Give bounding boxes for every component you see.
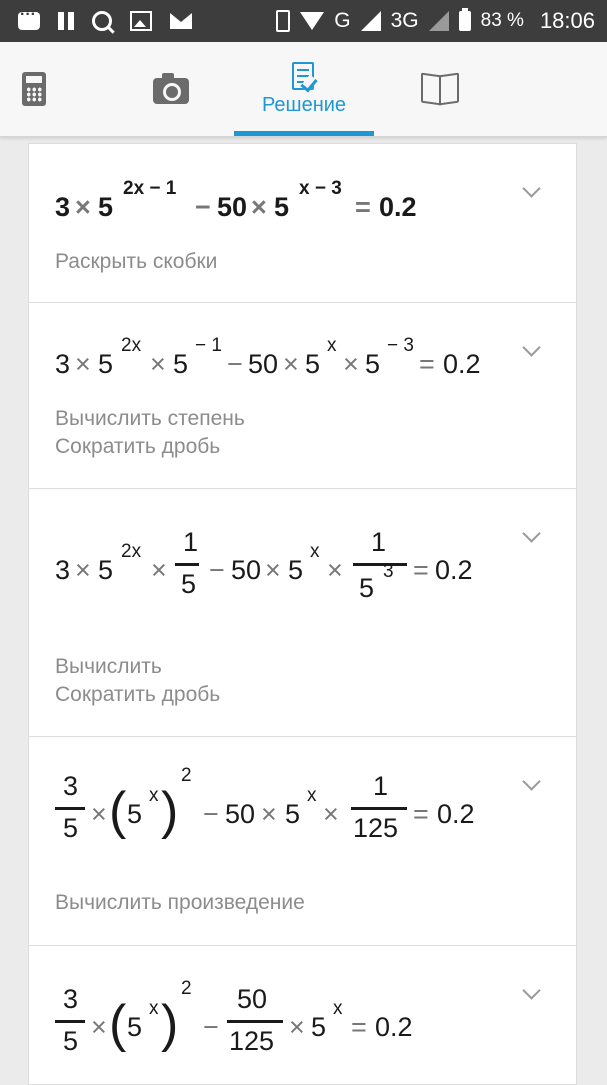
math-exponent: x	[307, 785, 317, 806]
fraction-denominator: 5	[181, 569, 197, 599]
calculator-icon	[22, 72, 46, 106]
math-token: ×	[91, 799, 107, 829]
math-token: 5	[285, 799, 301, 829]
fraction-numerator: 3	[63, 771, 79, 801]
math-token: −	[195, 192, 211, 222]
status-bar	[0, 0, 607, 42]
step-card[interactable]	[28, 945, 577, 1085]
math-token: ×	[251, 192, 267, 222]
fraction-bar	[55, 1020, 85, 1023]
math-token: 5	[98, 349, 114, 379]
fraction-numerator: 1	[371, 527, 387, 557]
math-exponent: − 1	[195, 335, 222, 356]
math-token: =	[419, 349, 435, 379]
math-token: ×	[261, 799, 277, 829]
math-token: 50	[225, 799, 256, 829]
fraction-bar	[227, 1020, 283, 1023]
hint-line: Сократить дробь	[55, 683, 221, 706]
math-token: ×	[75, 192, 91, 222]
math-exponent: 2x	[121, 335, 142, 356]
math-token: −	[203, 799, 219, 829]
fraction-denominator: 5	[63, 813, 79, 843]
math-token: =	[351, 1012, 367, 1042]
tab-camera[interactable]	[148, 42, 194, 136]
math-exponent: − 3	[387, 335, 414, 356]
fraction-denominator: 125	[229, 1026, 275, 1056]
math-token: ×	[91, 1012, 107, 1042]
image-icon	[130, 11, 152, 31]
math-exponent: x	[333, 998, 343, 1019]
step-hint	[55, 405, 245, 461]
wifi-icon	[300, 12, 324, 30]
fraction-bar	[353, 563, 407, 566]
math-token: 0.2	[443, 349, 481, 379]
math-token: 5	[288, 555, 304, 585]
math-token: 50	[248, 349, 279, 379]
math-token: 0.2	[375, 1012, 413, 1042]
fraction-numerator: 3	[63, 984, 79, 1014]
chevron-down-icon[interactable]	[522, 524, 540, 542]
math-token: 0.2	[437, 799, 475, 829]
step-hint	[55, 248, 217, 276]
fraction-numerator: 1	[373, 771, 389, 801]
top-toolbar	[0, 42, 607, 137]
step-card[interactable]	[28, 736, 577, 946]
math-token: ×	[150, 349, 166, 379]
math-token: 5	[274, 192, 290, 222]
tab-solution[interactable]	[234, 42, 374, 136]
hint-line: Вычислить произведение	[55, 891, 305, 914]
step-hint	[55, 889, 305, 917]
message-icon	[18, 12, 40, 30]
hint-line: Вычислить	[55, 655, 162, 678]
battery-icon	[459, 11, 471, 31]
chevron-down-icon[interactable]	[522, 338, 540, 356]
math-paren: (	[109, 782, 127, 840]
math-token: 5	[365, 349, 381, 379]
hint-line: Сократить дробь	[55, 435, 221, 458]
signal-icon	[361, 11, 381, 31]
pause-icon	[58, 12, 74, 30]
math-exponent: 2	[181, 765, 192, 786]
math-exponent: x − 3	[299, 178, 342, 199]
camera-icon	[153, 78, 189, 104]
fraction-bar	[175, 563, 199, 566]
book-icon	[420, 74, 460, 104]
hint-line: Раскрыть скобки	[55, 250, 218, 273]
step-card[interactable]	[28, 302, 577, 489]
math-token: ×	[327, 555, 343, 585]
fraction-numerator: 50	[237, 984, 268, 1014]
math-token: 5	[305, 349, 321, 379]
step-hint	[55, 653, 220, 709]
signal-icon	[429, 11, 449, 31]
tab-calculator[interactable]	[14, 42, 54, 136]
math-exponent: x	[327, 335, 337, 356]
math-token: 5	[98, 192, 114, 222]
math-token: 0.2	[379, 192, 417, 222]
mail-icon	[170, 13, 192, 29]
math-paren: )	[161, 782, 179, 840]
math-token: 5	[127, 799, 143, 829]
math-token: 5	[127, 1012, 143, 1042]
fraction-numerator: 1	[183, 527, 199, 557]
math-token: ×	[343, 349, 359, 379]
math-exponent: x	[149, 785, 159, 806]
math-token: =	[413, 555, 429, 585]
math-token: 0.2	[435, 555, 473, 585]
math-token: 50	[217, 192, 248, 222]
math-token: =	[413, 799, 429, 829]
math-token: ×	[75, 349, 91, 379]
fraction-bar	[351, 807, 407, 810]
tab-book[interactable]	[418, 42, 462, 136]
math-exponent: 2x − 1	[123, 178, 177, 199]
step-card[interactable]	[28, 143, 577, 303]
hint-line: Вычислить степень	[55, 407, 245, 430]
battery-percent: 83 %	[480, 10, 524, 31]
math-token: 3	[55, 349, 71, 379]
step-card[interactable]	[28, 488, 577, 737]
math-token: ×	[151, 555, 167, 585]
math-paren: (	[109, 995, 127, 1053]
math-token: 5	[311, 1012, 327, 1042]
chevron-down-icon[interactable]	[522, 772, 540, 790]
math-token: ×	[323, 799, 339, 829]
vibrate-icon	[276, 10, 290, 32]
search-icon	[92, 11, 112, 31]
math-exponent: x	[149, 998, 159, 1019]
math-token: =	[355, 192, 371, 222]
system-icons	[276, 0, 595, 42]
math-token: 5	[173, 349, 189, 379]
math-token: ×	[283, 349, 299, 379]
network-3g-label: 3G	[390, 9, 419, 32]
math-token: 3	[55, 192, 71, 222]
clock: 18:06	[539, 8, 595, 33]
math-token: ×	[289, 1012, 305, 1042]
math-token: 5	[98, 555, 114, 585]
math-exponent: x	[310, 541, 320, 562]
fraction-bar	[55, 807, 85, 810]
tab-solution-label: Решение	[261, 93, 347, 116]
math-token: ×	[265, 555, 281, 585]
notification-icons	[18, 0, 192, 42]
math-token: −	[203, 1012, 219, 1042]
network-g-label: G	[334, 9, 351, 32]
math-paren: )	[161, 995, 179, 1053]
fraction-denominator: 5	[63, 1026, 79, 1056]
chevron-down-icon[interactable]	[522, 179, 540, 197]
math-exponent: 2	[181, 978, 192, 999]
math-token: ×	[75, 555, 91, 585]
active-tab-indicator	[234, 131, 374, 136]
chevron-down-icon[interactable]	[522, 981, 540, 999]
math-token: 3	[55, 555, 71, 585]
fraction-denominator: 125	[353, 813, 399, 843]
solution-icon	[290, 62, 318, 92]
math-exponent: 3	[383, 561, 394, 582]
fraction-denominator: 5	[359, 573, 375, 603]
math-exponent: 2x	[121, 541, 142, 562]
math-token: −	[209, 555, 225, 585]
math-token: 50	[231, 555, 262, 585]
math-token: −	[227, 349, 243, 379]
